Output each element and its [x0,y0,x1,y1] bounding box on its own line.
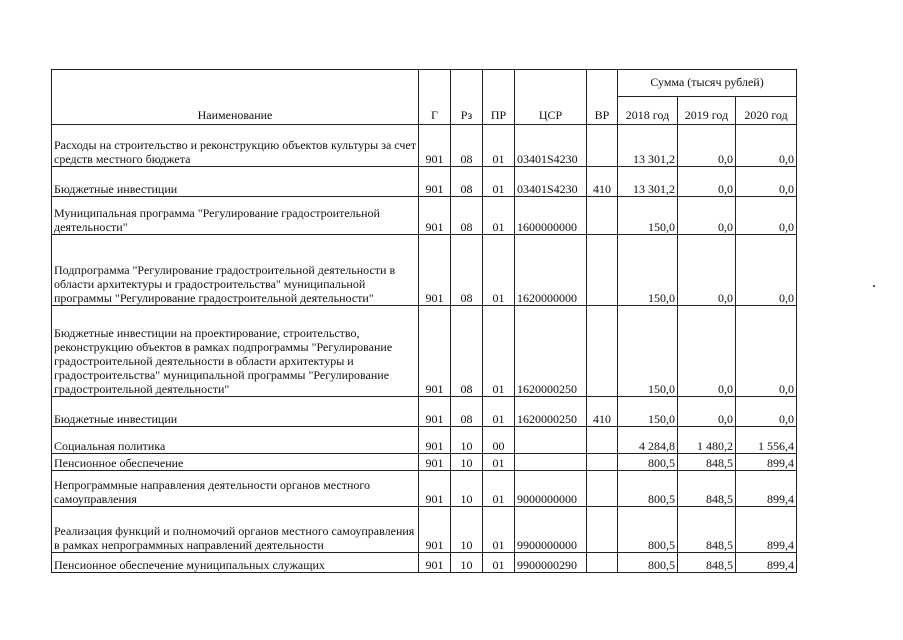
cell-2020: 899,4 [736,454,797,471]
table-row [52,235,797,306]
cell-name: Подпрограмма "Регулирование градостроительной деятельности в области архитектуры и градостроительства" муниципальной программы "Регулирование градостроительной деятельности" [52,235,419,306]
cell-vr: 410 [587,167,618,197]
col-header-name: Наименование [52,70,419,125]
scan-dot [873,285,875,287]
cell-2020: 1 556,4 [736,427,797,454]
cell-name: Пенсионное обеспечение [52,454,419,471]
table-row [52,507,797,553]
cell-csr: 1620000000 [515,235,587,306]
cell-pr: 01 [483,125,515,167]
col-header-rz: Рз [451,70,483,125]
cell-2020: 0,0 [736,235,797,306]
cell-rz: 08 [451,235,483,306]
col-header-vr: ВР [587,70,618,125]
cell-2018: 4 284,8 [618,427,678,454]
cell-2018: 150,0 [618,397,678,427]
cell-pr: 01 [483,197,515,235]
cell-rz: 10 [451,471,483,507]
cell-g: 901 [419,507,451,553]
table-body [52,125,797,573]
cell-2019: 0,0 [678,306,736,397]
cell-name: Реализация функций и полномочий органов местного самоуправления в рамках непрограммных направлений деятельности [52,507,419,553]
table-row [52,454,797,471]
cell-2019: 0,0 [678,397,736,427]
cell-g: 901 [419,197,451,235]
col-header-2020: 2020 год [736,97,797,125]
cell-2018: 150,0 [618,306,678,397]
cell-rz: 10 [451,454,483,471]
cell-rz: 08 [451,197,483,235]
cell-vr [587,454,618,471]
table-row [52,397,797,427]
cell-rz: 10 [451,427,483,454]
cell-name: Непрограммные направления деятельности органов местного самоуправления [52,471,419,507]
cell-2020: 0,0 [736,306,797,397]
cell-csr: 1600000000 [515,197,587,235]
cell-name: Бюджетные инвестиции [52,167,419,197]
cell-2019: 848,5 [678,471,736,507]
cell-pr: 01 [483,167,515,197]
cell-rz: 10 [451,553,483,573]
cell-2018: 800,5 [618,553,678,573]
cell-name: Социальная политика [52,427,419,454]
cell-rz: 08 [451,397,483,427]
cell-pr: 01 [483,397,515,427]
table-row [52,553,797,573]
cell-vr [587,197,618,235]
cell-2020: 0,0 [736,167,797,197]
cell-2019: 848,5 [678,507,736,553]
cell-name: Пенсионное обеспечение муниципальных служащих [52,553,419,573]
cell-vr [587,427,618,454]
header-row-top [52,70,797,97]
cell-csr: 9000000000 [515,471,587,507]
table-row [52,125,797,167]
table-row [52,306,797,397]
cell-rz: 08 [451,167,483,197]
cell-vr [587,507,618,553]
cell-vr [587,471,618,507]
cell-2019: 0,0 [678,235,736,306]
cell-2019: 0,0 [678,197,736,235]
cell-csr: 9900000000 [515,507,587,553]
cell-2020: 899,4 [736,507,797,553]
cell-csr: 1620000250 [515,306,587,397]
cell-2018: 150,0 [618,197,678,235]
cell-csr: 03401S4230 [515,125,587,167]
cell-2018: 800,5 [618,471,678,507]
cell-pr: 01 [483,454,515,471]
col-header-g: Г [419,70,451,125]
cell-rz: 08 [451,125,483,167]
cell-2020: 0,0 [736,125,797,167]
cell-g: 901 [419,471,451,507]
cell-g: 901 [419,427,451,454]
cell-vr [587,125,618,167]
cell-csr [515,454,587,471]
cell-2020: 899,4 [736,553,797,573]
cell-2019: 848,5 [678,553,736,573]
cell-pr: 01 [483,471,515,507]
cell-rz: 10 [451,507,483,553]
cell-g: 901 [419,167,451,197]
cell-pr: 01 [483,553,515,573]
cell-csr [515,427,587,454]
table-row [52,471,797,507]
col-header-csr: ЦСР [515,70,587,125]
cell-csr: 1620000250 [515,397,587,427]
col-header-2018: 2018 год [618,97,678,125]
cell-2018: 800,5 [618,507,678,553]
cell-pr: 00 [483,427,515,454]
budget-table [51,69,797,573]
cell-csr: 03401S4230 [515,167,587,197]
cell-vr [587,235,618,306]
cell-2019: 1 480,2 [678,427,736,454]
cell-2020: 899,4 [736,471,797,507]
cell-2020: 0,0 [736,397,797,427]
cell-name: Муниципальная программа "Регулирование градостроительной деятельности" [52,197,419,235]
cell-2018: 13 301,2 [618,167,678,197]
table-row [52,197,797,235]
cell-pr: 01 [483,507,515,553]
cell-vr [587,306,618,397]
cell-g: 901 [419,397,451,427]
cell-2019: 0,0 [678,167,736,197]
cell-2019: 0,0 [678,125,736,167]
cell-name: Бюджетные инвестиции [52,397,419,427]
cell-2018: 150,0 [618,235,678,306]
table-row [52,167,797,197]
cell-vr: 410 [587,397,618,427]
cell-vr [587,553,618,573]
cell-g: 901 [419,553,451,573]
cell-csr: 9900000290 [515,553,587,573]
col-header-2019: 2019 год [678,97,736,125]
cell-pr: 01 [483,235,515,306]
cell-pr: 01 [483,306,515,397]
col-header-sum: Сумма (тысяч рублей) [618,70,797,97]
cell-g: 901 [419,306,451,397]
cell-g: 901 [419,454,451,471]
cell-2018: 13 301,2 [618,125,678,167]
cell-g: 901 [419,125,451,167]
cell-2020: 0,0 [736,197,797,235]
table-row [52,427,797,454]
cell-2019: 848,5 [678,454,736,471]
cell-name: Бюджетные инвестиции на проектирование, строительство, реконструкцию объектов в рамках подпрограммы "Регулирование градостроительной деятельности в области архитектуры и градостроительства" муниципальной программы "Регулирование градостроительной деятельности" [52,306,419,397]
cell-2018: 800,5 [618,454,678,471]
col-header-pr: ПР [483,70,515,125]
cell-name: Расходы на строительство и реконструкцию объектов культуры за счет средств местного бюджета [52,125,419,167]
cell-rz: 08 [451,306,483,397]
cell-g: 901 [419,235,451,306]
